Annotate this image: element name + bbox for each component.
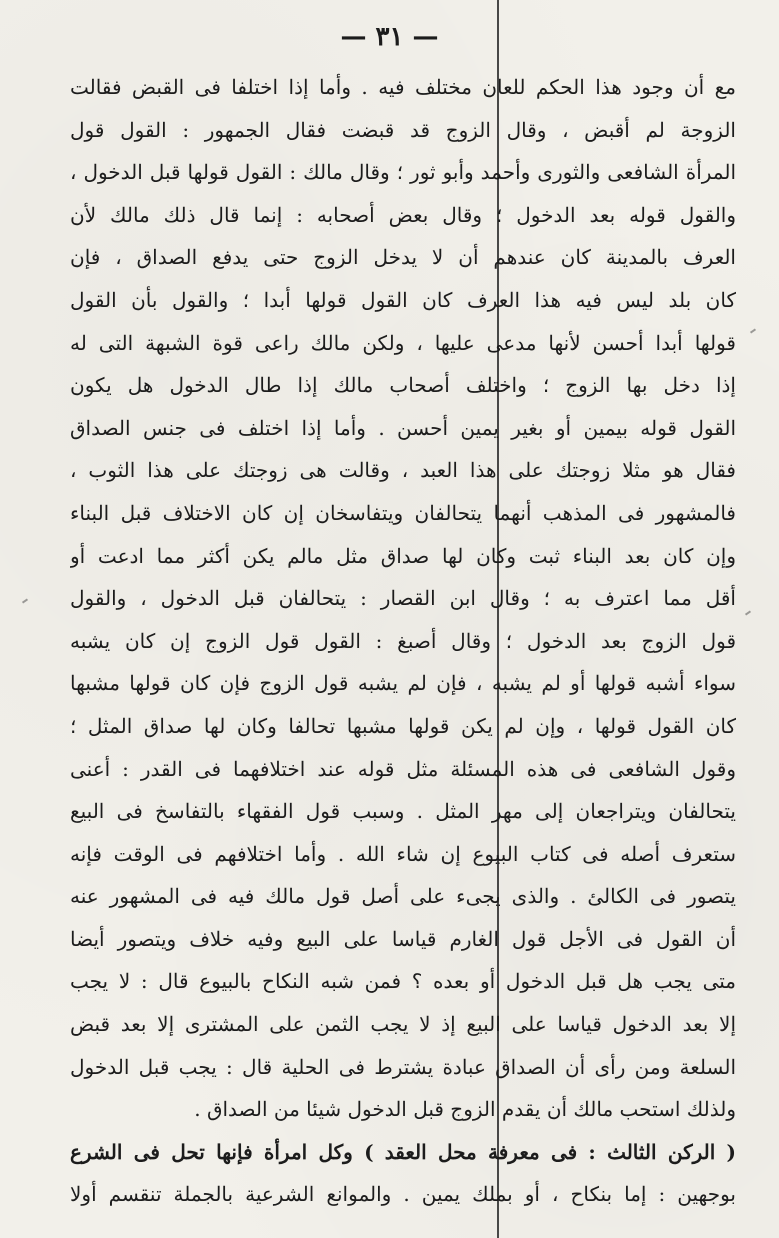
text-line: بوجهين : إما بنكاح ، أو بملك يمين . والموانع الشرعية بالجملة تنقسم أولا <box>70 1182 736 1207</box>
page-number: — ٣١ — <box>340 22 439 52</box>
text-line: كان بلد ليس فيه هذا العرف كان القول قولها أبدا ؛ والقول بأن القول <box>70 287 736 312</box>
body-text <box>70 66 736 1216</box>
text-line: قول الزوج بعد الدخول ؛ وقال أصبغ : القول قول الزوج إن كان يشبه <box>70 628 736 653</box>
text-line: ولذلك استحب مالك أن يقدم الزوج قبل الدخول شيئا من الصداق . <box>194 1097 736 1122</box>
text-line: الزوجة لم أقبض ، وقال الزوج قد قبضت فقال الجمهور : القول قول <box>70 117 736 142</box>
text-line: وقول الشافعى فى هذه المسئلة مثل قوله عند اختلافهما فى القدر : أعنى <box>70 756 736 781</box>
text-line: ستعرف أصله فى كتاب البيوع إن شاء الله . وأما اختلافهم فى الوقت فإنه <box>70 841 736 866</box>
text-line: مع أن وجود هذا الحكم للعان مختلف فيه . وأما إذا اختلفا فى القبض فقالت <box>70 75 736 99</box>
text-line: والقول قوله بعد الدخول ؛ وقال بعض أصحابه : إنما قال ذلك مالك لأن <box>70 202 736 227</box>
text-line: سواء أشبه قولها أو لم يشبه ، فإن لم يشبه قول الزوج فإن كان قولها مشبها <box>70 671 736 696</box>
text-line: يتصور فى الكالئ . والذى يجىء على أصل قول مالك فيه فى المشهور عنه <box>70 884 736 909</box>
text-line: كان القول قولها ، وإن لم يكن قولها مشبها تحالفا وكان لها صداق المثل ؛ <box>70 713 736 738</box>
text-line: متى يجب هل قبل الدخول أو بعده ؟ فمن شبه النكاح بالبيوع قال : لا يجب <box>70 969 736 994</box>
text-line: فالمشهور فى المذهب أنهما يتحالفان ويتفاسخان إن كان الاختلاف قبل البناء <box>70 500 736 525</box>
text-line: أقل مما اعترف به ؛ وقال ابن القصار : يتحالفان قبل الدخول ، والقول <box>70 586 736 611</box>
text-line: قولها أبدا أحسن لأنها مدعى عليها ، ولكن مالك راعى قوة الشبهة التى له <box>70 330 736 355</box>
scan-speck <box>22 598 28 603</box>
scan-speck <box>750 328 756 333</box>
text-line: ( الركن الثالث : فى معرفة محل العقد ) وكل امرأة فإنها تحل فى الشرع <box>70 1139 736 1164</box>
text-line: إلا بعد الدخول قياسا على البيع إذ لا يجب الثمن على المشترى إلا بعد قبض <box>70 1012 736 1037</box>
text-line: القول قوله بيمين أو بغير يمين أحسن . وأما إذا اختلف فى جنس الصداق <box>70 415 736 440</box>
text-line: يتحالفان ويتراجعان إلى مهر المثل . وسبب قول الفقهاء بالتفاسخ فى البيع <box>70 799 736 824</box>
text-line: أن القول فى الأجل قول الغارم قياسا على البيع وفيه خلاف ويتصور أيضا <box>70 926 736 951</box>
text-line: العرف بالمدينة كان عندهم أن لا يدخل الزوج حتى يدفع الصداق ، فإن <box>70 245 736 270</box>
text-line: وإن كان بعد البناء ثبت وكان لها صداق مثل مالم يكن أكثر مما ادعت أو <box>70 543 736 568</box>
text-line: السلعة ومن رأى أن الصداق عبادة يشترط فى الحلية قال : يجب قبل الدخول <box>70 1054 736 1079</box>
text-line: فقال هو مثلا زوجتك على هذا العبد ، وقالت هى زوجتك على هذا الثوب ، <box>70 458 736 483</box>
text-line: إذا دخل بها الزوج ؛ واختلف أصحاب مالك إذا طال الدخول هل يكون <box>70 373 736 398</box>
text-line: المرأة الشافعى والثورى وأحمد وأبو ثور ؛ وقال مالك : القول قولها قبل الدخول ، <box>70 160 736 185</box>
scan-speck <box>745 610 751 615</box>
